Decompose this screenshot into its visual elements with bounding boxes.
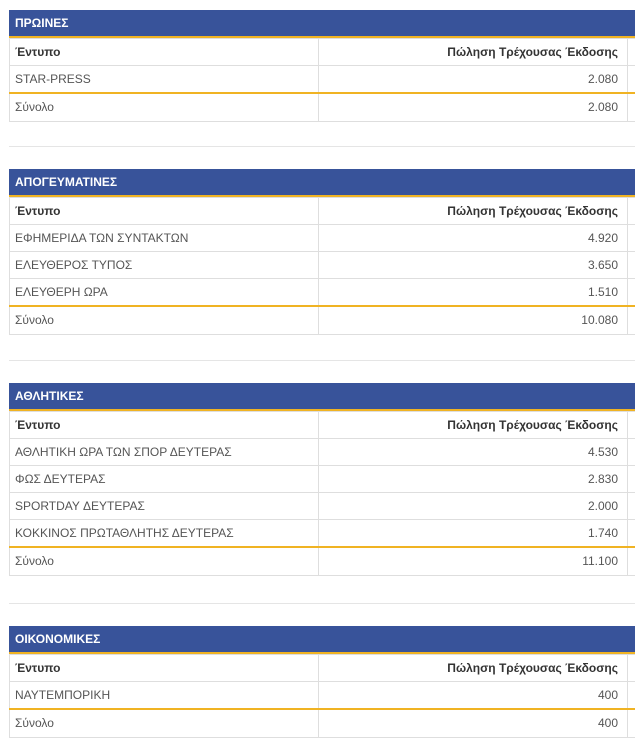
publication-name: ΦΩΣ ΔΕΥΤΕΡΑΣ — [10, 466, 319, 493]
column-header-item: Έντυπο — [10, 198, 319, 225]
total-value: 11.100 — [319, 547, 628, 576]
sales-table — [9, 38, 635, 122]
section-divider — [9, 146, 635, 147]
total-label: Σύνολο — [10, 709, 319, 738]
total-row — [10, 306, 635, 335]
section-title: ΠΡΩΙΝΕΣ — [9, 10, 635, 38]
total-label: Σύνολο — [10, 93, 319, 122]
sales-value: 4.920 — [319, 225, 628, 252]
section-afternoon — [9, 169, 635, 335]
column-header-sales: Πώληση Τρέχουσας Έκδοσης — [319, 655, 628, 682]
publication-name: ΚΟΚΚΙΝΟΣ ΠΡΩΤΑΘΛΗΤΗΣ ΔΕΥΤΕΡΑΣ — [10, 520, 319, 547]
column-header-sales: Πώληση Τρέχουσας Έκδοσης — [319, 39, 628, 66]
table-row — [10, 466, 635, 493]
total-label: Σύνολο — [10, 547, 319, 576]
publication-name: ΑΘΛΗΤΙΚΗ ΩΡΑ ΤΩΝ ΣΠΟΡ ΔΕΥΤΕΡΑΣ — [10, 439, 319, 466]
sales-value: 2.080 — [319, 66, 628, 93]
table-header-row — [10, 39, 635, 66]
total-value: 2.080 — [319, 93, 628, 122]
total-value: 400 — [319, 709, 628, 738]
sales-value: 2.830 — [319, 466, 628, 493]
table-header-row — [10, 412, 635, 439]
total-value: 10.080 — [319, 306, 628, 335]
publication-name: SPORTDAY ΔΕΥΤΕΡΑΣ — [10, 493, 319, 520]
sales-value: 4.530 — [319, 439, 628, 466]
sales-value: 2.000 — [319, 493, 628, 520]
sales-table — [9, 411, 635, 576]
table-row — [10, 66, 635, 93]
table-row — [10, 252, 635, 279]
sales-value: 1.740 — [319, 520, 628, 547]
publication-name: STAR-PRESS — [10, 66, 319, 93]
column-header-sales: Πώληση Τρέχουσας Έκδοσης — [319, 198, 628, 225]
table-header-row — [10, 655, 635, 682]
publication-name: ΕΛΕΥΘΕΡΟΣ ΤΥΠΟΣ — [10, 252, 319, 279]
column-header-sales: Πώληση Τρέχουσας Έκδοσης — [319, 412, 628, 439]
section-morning — [9, 10, 635, 122]
section-financial — [9, 626, 635, 738]
table-row — [10, 225, 635, 252]
sales-value: 1.510 — [319, 279, 628, 306]
table-row — [10, 279, 635, 306]
column-header-item: Έντυπο — [10, 39, 319, 66]
section-divider — [9, 603, 635, 604]
sales-value: 3.650 — [319, 252, 628, 279]
section-divider — [9, 360, 635, 361]
column-header-item: Έντυπο — [10, 655, 319, 682]
table-row — [10, 439, 635, 466]
table-row — [10, 682, 635, 709]
total-row — [10, 547, 635, 576]
table-row — [10, 493, 635, 520]
total-row — [10, 709, 635, 738]
section-sports — [9, 383, 635, 576]
publication-name: ΝΑΥΤΕΜΠΟΡΙΚΗ — [10, 682, 319, 709]
publication-name: ΕΦΗΜΕΡΙΔΑ ΤΩΝ ΣΥΝΤΑΚΤΩΝ — [10, 225, 319, 252]
column-header-item: Έντυπο — [10, 412, 319, 439]
sales-value: 400 — [319, 682, 628, 709]
section-title: ΑΘΛΗΤΙΚΕΣ — [9, 383, 635, 411]
sales-table — [9, 197, 635, 335]
section-title: ΑΠΟΓΕΥΜΑΤΙΝΕΣ — [9, 169, 635, 197]
total-label: Σύνολο — [10, 306, 319, 335]
table-row — [10, 520, 635, 547]
table-header-row — [10, 198, 635, 225]
total-row — [10, 93, 635, 122]
publication-name: ΕΛΕΥΘΕΡΗ ΩΡΑ — [10, 279, 319, 306]
section-title: ΟΙΚΟΝΟΜΙΚΕΣ — [9, 626, 635, 654]
sales-table — [9, 654, 635, 738]
